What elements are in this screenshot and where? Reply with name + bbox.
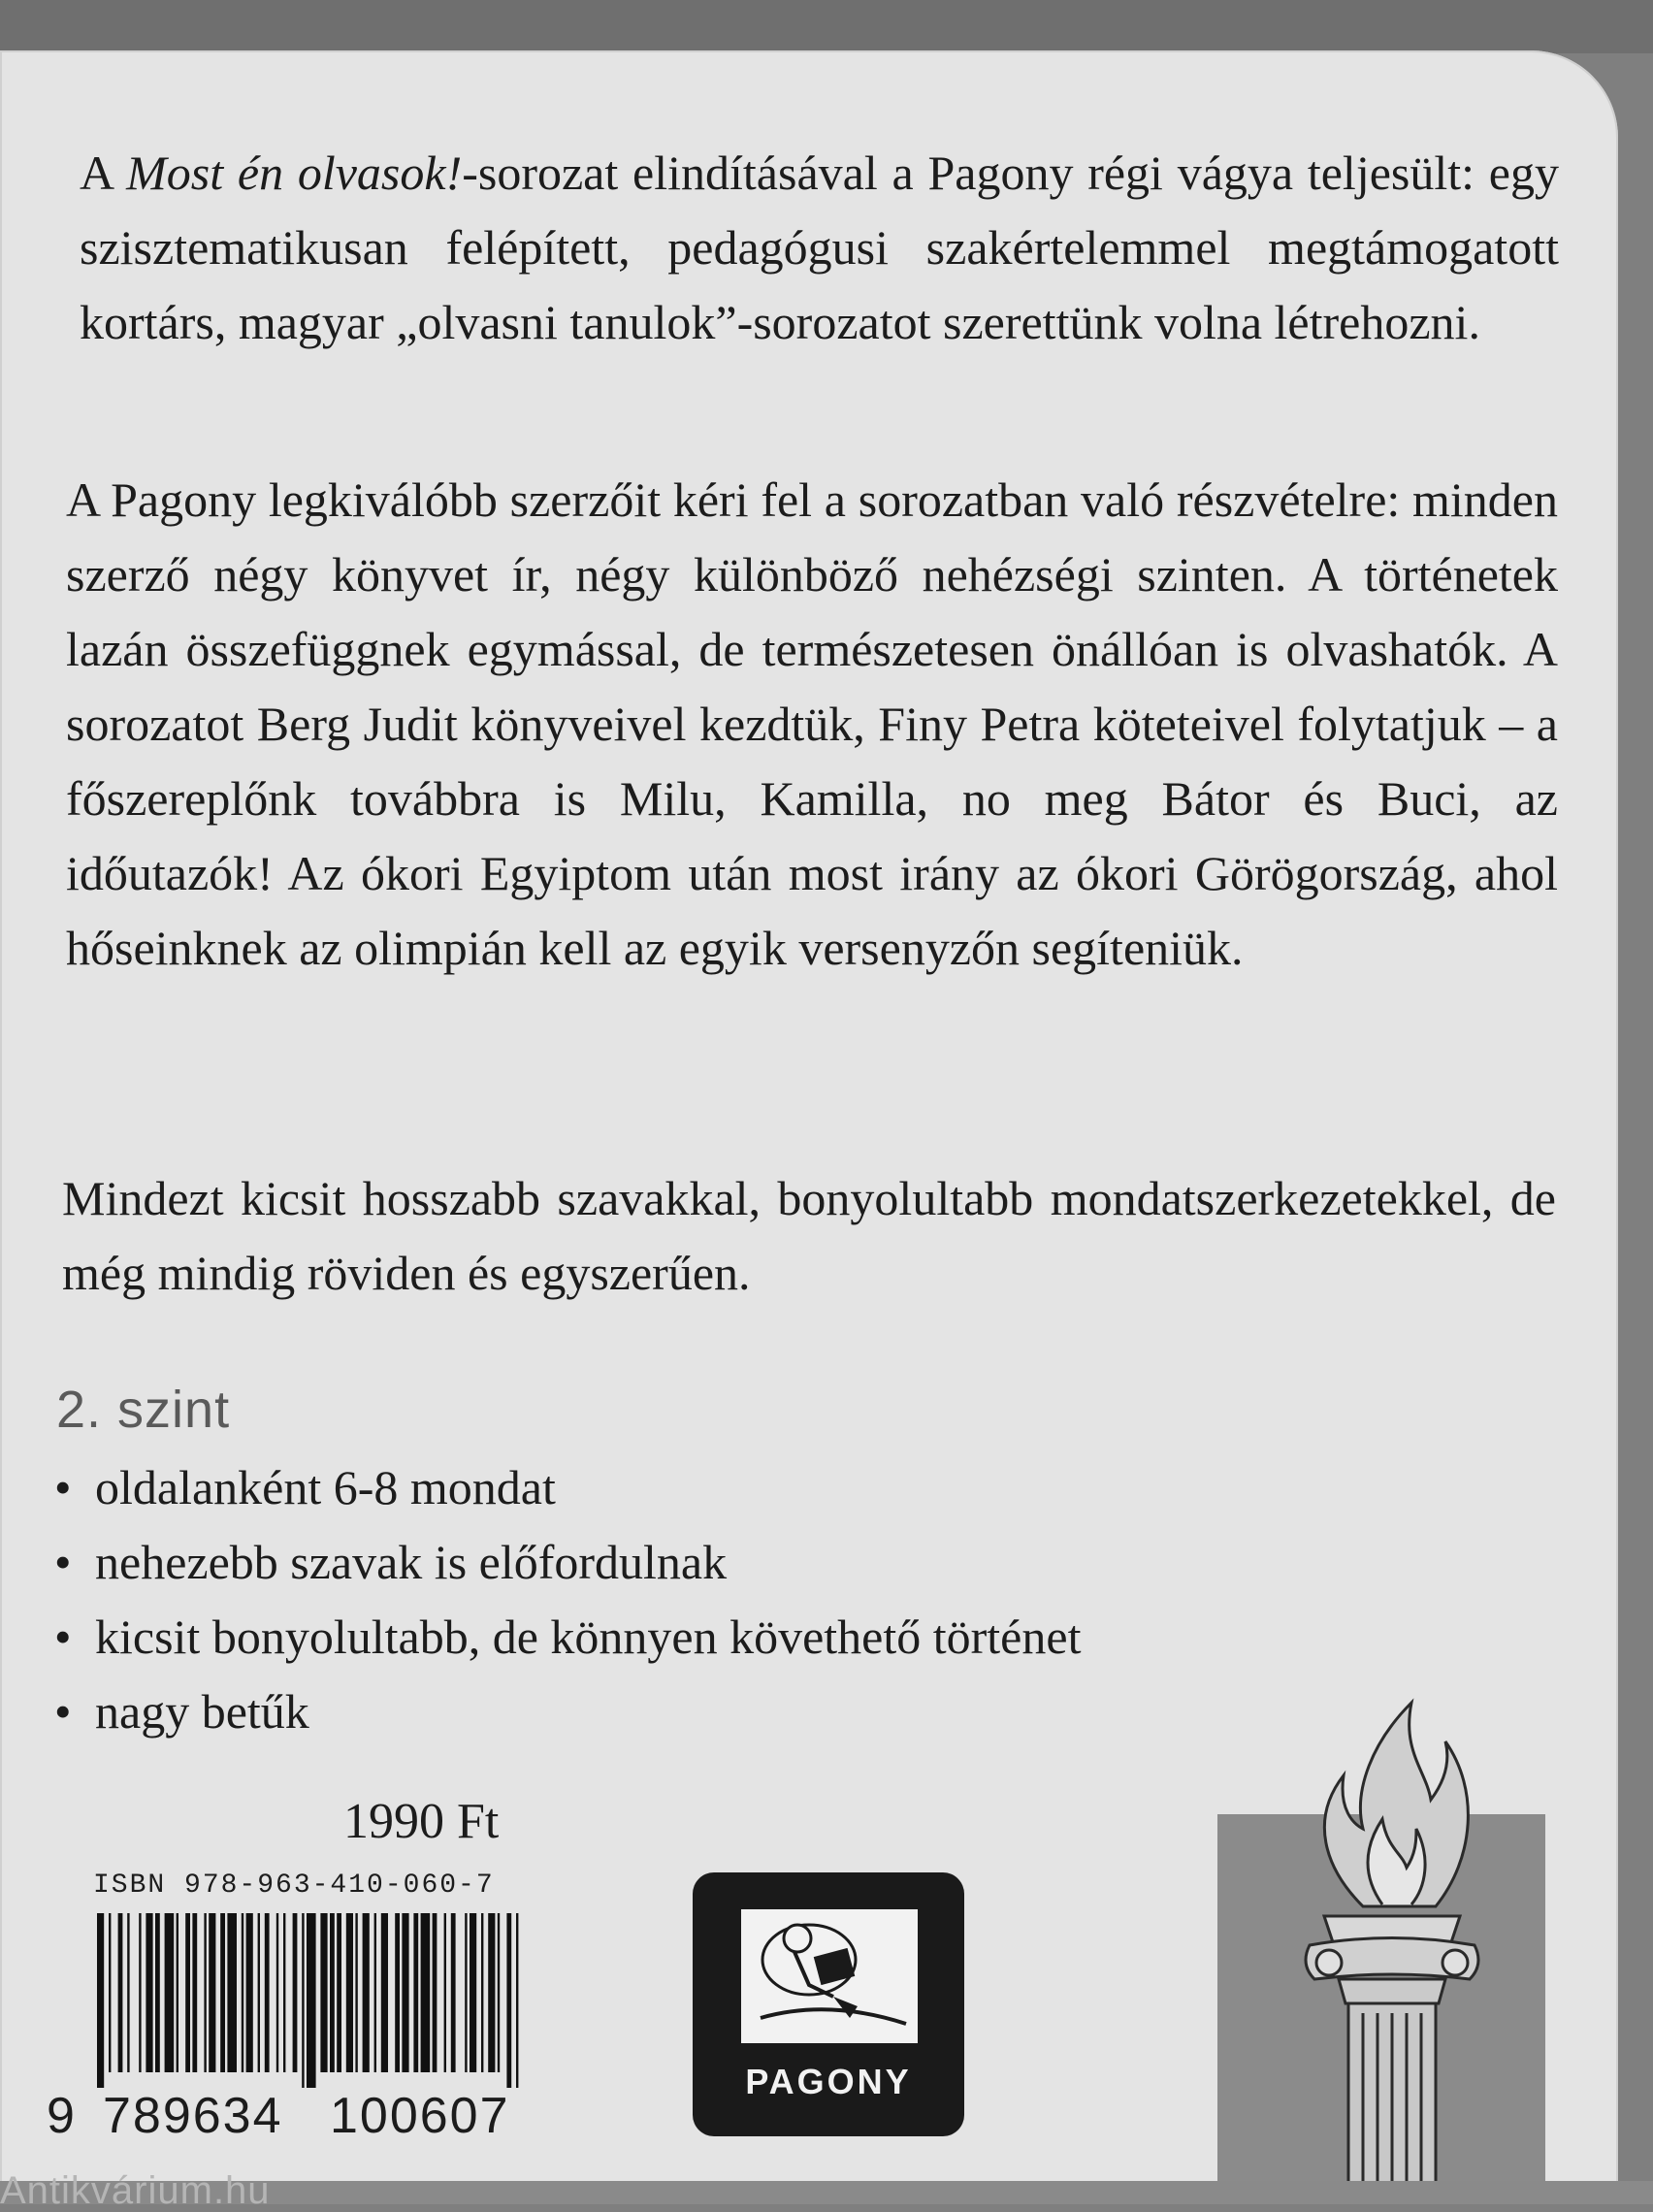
top-edge [0,0,1653,53]
barcode-bar [220,1913,225,2072]
barcode-bar [363,1913,370,2072]
barcode-left-group: 789634 [103,2088,283,2144]
barcode-bar [506,1913,511,2088]
barcode-bar [242,1913,243,2072]
barcode-right-group: 100607 [330,2088,510,2144]
barcode-bar [155,1913,160,2072]
barcode-bar [139,1913,141,2072]
barcode-bar [470,1913,476,2072]
list-item: • nagy betűk [54,1675,1081,1749]
list-item: • nehezebb szavak is előfordulnak [54,1525,1081,1600]
barcode-bar [498,1913,500,2072]
isbn-label: ISBN 978-963-410-060-7 [93,1870,495,1901]
level-heading: 2. szint [56,1381,231,1439]
barcode-bar [283,1913,285,2072]
intro-paragraph: A Most én olvasok!-sorozat elindításával a Pagony régi vágya teljesült: egy szisztematikusan felépített, pedagógusi szakértelemmel megtámogatott kortárs, magyar „olvasni tanulok”-sorozatot szerettünk volna létrehozni. [80,146,1559,349]
barcode-bar [381,1913,388,2072]
barcode-bar [465,1913,467,2072]
barcode-bar [109,1913,111,2072]
barcode-bar [209,1913,215,2072]
barcode-bar [320,1913,327,2072]
barcode-bar [374,1913,376,2072]
barcode-bar [265,1913,270,2072]
barcode-bar [346,1913,353,2072]
barcode-bar [481,1913,483,2072]
barcode-bar [444,1913,446,2072]
series-title: Most én olvasok! [126,146,463,200]
level-features-list [54,1450,1081,1749]
barcode-bar [192,1913,197,2072]
barcode-bar [185,1913,190,2072]
barcode-bar [293,1913,298,2072]
list-item: • kicsit bonyolultabb, de könnyen követhető történet [54,1600,1081,1675]
publisher-logo [693,1872,964,2136]
barcode-bar [302,1913,304,2088]
description-paragraph: A Pagony legkiválóbb szerzőit kéri fel a sorozatban való részvételre: minden szerző négy könyvet ír, négy különböző nehézségi szinten. A történetek lazán összefüggnek egymással, de természetesen önállóan is olvashatók. A sorozatot Berg Judit könyveivel kezdtük, Finy Petra köteteivel folytatjuk – a főszereplőnk továbbra is Milu, Kamilla, no meg Bátor és Buci, az időutazók! Az ókori Egyiptom után most irány az ókori Görögország, ahol hőseinknek az olimpián kell az egyik versenyzőn segíteniük. [66,472,1558,975]
bullet-icon: • [54,1684,72,1739]
barcode-bar [127,1913,129,2072]
bullet-icon: • [54,1535,72,1589]
barcode-bar [337,1913,341,2072]
publisher-name: PAGONY [745,2062,912,2101]
barcode-bar [276,1913,278,2072]
summary-paragraph: Mindezt kicsit hosszabb szavakkal, bonyolultabb mondatszerkezetekkel, de még mindig röviden és egyszerűen. [62,1171,1556,1300]
barcode-bar [402,1913,408,2072]
barcode-bar [258,1913,260,2072]
barcode-bar [433,1913,438,2072]
barcode-image [93,1913,520,2088]
barcode-bar [330,1913,335,2072]
list-item: • oldalanként 6-8 mondat [54,1450,1081,1525]
barcode-bar [165,1913,175,2072]
barcode-bar [118,1913,123,2072]
price: 1990 Ft [343,1794,500,1849]
watermark-text: Antikvárium.hu [0,2169,271,2212]
barcode-bar [355,1913,357,2072]
barcode-bar [177,1913,178,2072]
barcode-bar [146,1913,152,2072]
bullet-icon: • [54,1460,72,1514]
barcode-bar [227,1913,237,2072]
reading-child-icon [741,1909,918,2043]
barcode-bar [516,1913,518,2088]
torch-icon [1217,1683,1547,2188]
barcode-bar [204,1913,206,2072]
barcode-bar [97,1913,104,2088]
barcode-bar [421,1913,431,2072]
barcode-bar [246,1913,253,2072]
barcode-first-digit: 9 [47,2088,77,2144]
barcode-bar [307,1913,316,2088]
bullet-icon: • [54,1610,72,1664]
barcode-bar [413,1913,418,2072]
barcode-bar [451,1913,456,2072]
barcode-bar [395,1913,400,2072]
barcode-bar [488,1913,495,2072]
